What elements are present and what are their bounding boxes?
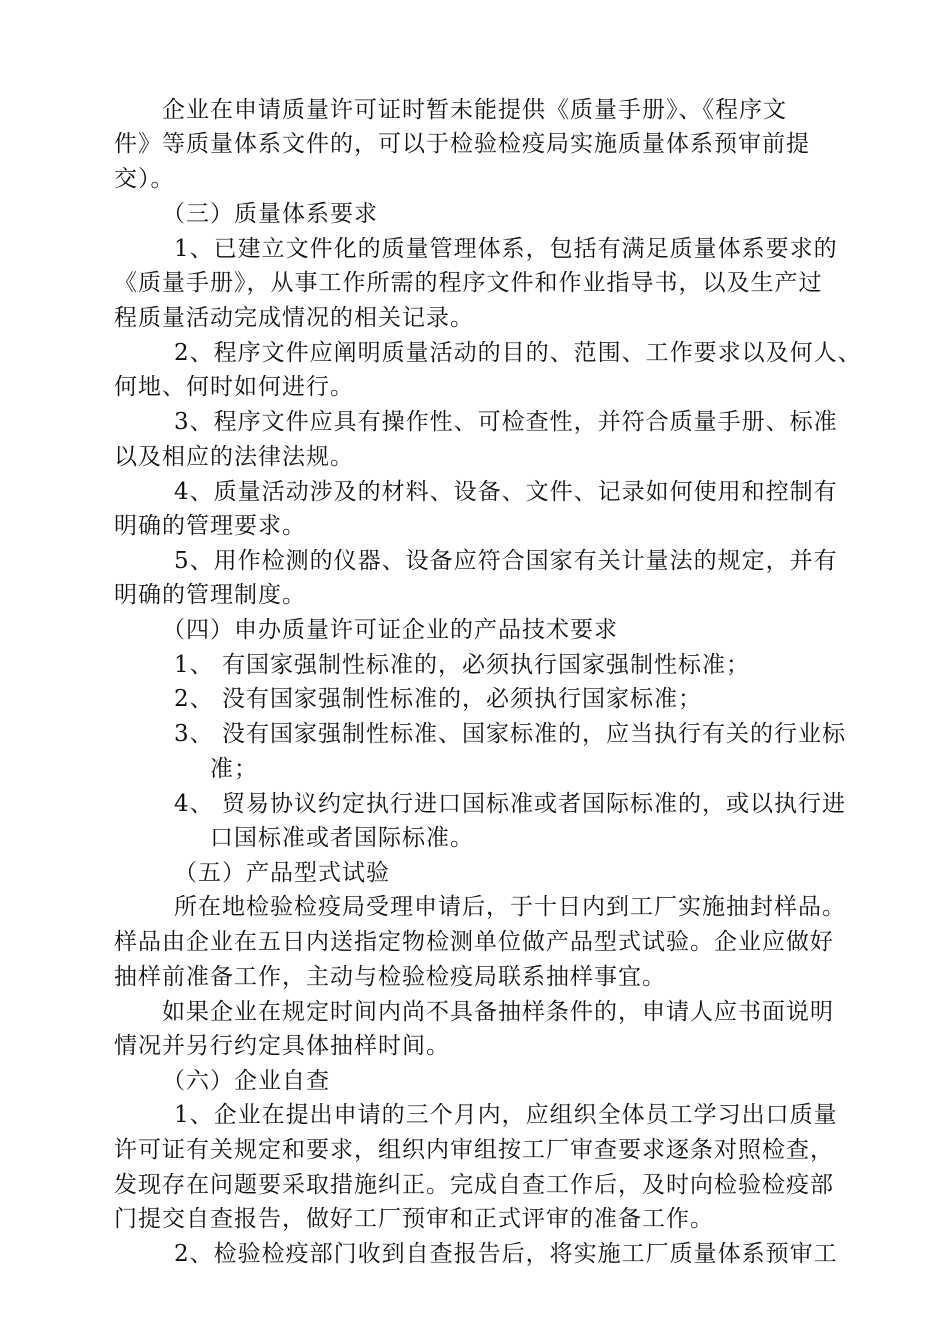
paragraph-line: 《质量手册》，从事工作所需的程序文件和作业指导书，以及生产过: [114, 270, 823, 296]
paragraph-line: 许可证有关规定和要求，组织内审组按工厂审查要求逐条对照检查，: [114, 1137, 834, 1163]
paragraph-line: 3、程序文件应具有操作性、可检查性，并符合质量手册、标准: [174, 409, 838, 435]
paragraph-line: 交）。: [114, 166, 175, 192]
paragraph-line: 如果企业在规定时间内尚不具备抽样条件的，申请人应书面说明: [162, 999, 834, 1025]
paragraph-line: 程质量活动完成情况的相关记录。: [114, 305, 474, 331]
paragraph-line: 门提交自查报告，做好工厂预审和正式评审的准备工作。: [114, 1206, 714, 1232]
list-item: 2、 没有国家强制性标准的，必须执行国家标准；: [174, 686, 702, 712]
paragraph-line: 发现存在问题要采取措施纠正。完成自查工作后，及时向检验检疫部: [114, 1172, 834, 1198]
paragraph-line: 情况并另行约定具体抽样时间。: [114, 1033, 450, 1059]
paragraph-line: 所在地检验检疫局受理申请后，于十日内到工厂实施抽封样品。: [174, 894, 846, 920]
paragraph-line: 明确的管理制度。: [114, 582, 306, 608]
section-heading-4: （四）申办质量许可证企业的产品技术要求: [162, 617, 618, 643]
paragraph-line: 以及相应的法律法规。: [114, 444, 354, 470]
paragraph-line: 抽样前准备工作，主动与检验检疫局联系抽样事宜。: [114, 964, 666, 990]
list-item-continuation: 准；: [210, 756, 258, 782]
paragraph-line: 企业在申请质量许可证时暂未能提供《质量手册》、《程序文: [162, 97, 787, 123]
paragraph-line: 1、企业在提出申请的三个月内，应组织全体员工学习出口质量: [174, 1102, 838, 1128]
paragraph-line: 何地、何时如何进行。: [114, 374, 354, 400]
paragraph-line: 明确的管理要求。: [114, 513, 306, 539]
section-heading-5: （五）产品型式试验: [174, 860, 390, 886]
list-item: 3、 没有国家强制性标准、国家标准的，应当执行有关的行业标: [174, 721, 846, 747]
paragraph-line: 2、程序文件应阐明质量活动的目的、范围、工作要求以及何人、: [174, 340, 862, 366]
section-heading-6: （六）企业自查: [162, 1068, 330, 1094]
list-item: 1、 有国家强制性标准的，必须执行国家强制性标准；: [174, 652, 750, 678]
paragraph-line: 样品由企业在五日内送指定物检测单位做产品型式试验。企业应做好: [114, 929, 834, 955]
list-item-continuation: 口国标准或者国际标准。: [210, 825, 474, 851]
paragraph-line: 件》等质量体系文件的，可以于检验检疫局实施质量体系预审前提: [114, 131, 810, 157]
list-item: 4、 贸易协议约定执行进口国标准或者国际标准的，或以执行进: [174, 791, 846, 817]
paragraph-line: 1、已建立文件化的质量管理体系，包括有满足质量体系要求的: [174, 236, 838, 262]
paragraph-line: 4、质量活动涉及的材料、设备、文件、记录如何使用和控制有: [174, 479, 838, 505]
section-heading-3: （三）质量体系要求: [162, 201, 378, 227]
paragraph-line: 5、用作检测的仪器、设备应符合国家有关计量法的规定，并有: [174, 548, 838, 574]
paragraph-line: 2、检验检疫部门收到自查报告后，将实施工厂质量体系预审工: [174, 1241, 838, 1267]
